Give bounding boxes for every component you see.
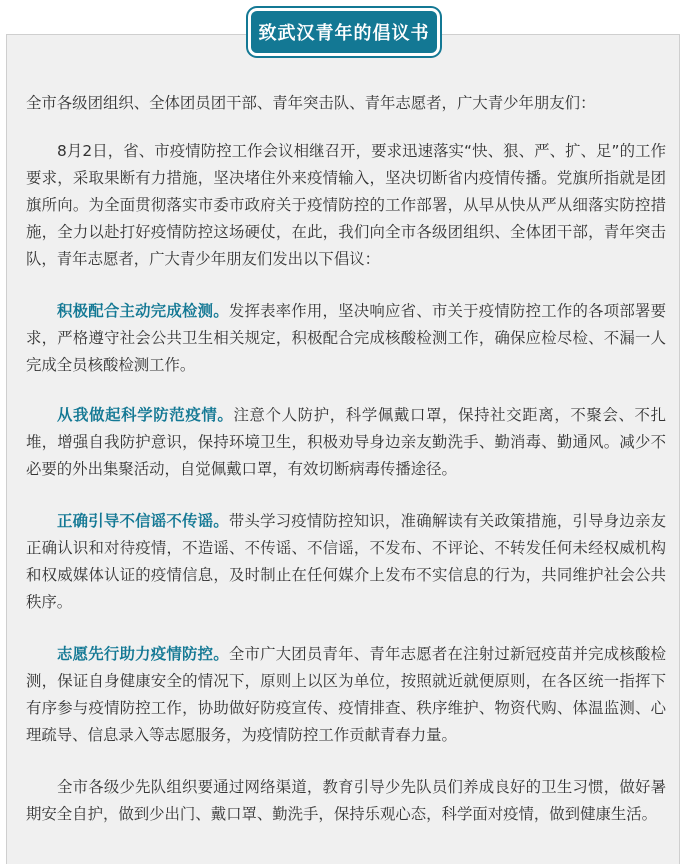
point-paragraph <box>26 402 666 483</box>
point-heading: 正确引导不信谣不传谣。 <box>57 512 229 530</box>
point-body: 发挥表率作用，坚决响应省、市关于疫情防控工作的各项部署要求，严格遵守社会公共卫生相关规定，积极配合完成核酸检测工作，确保应检尽检、不漏一人完成全员核酸检测工作。 <box>26 302 666 374</box>
point-heading: 从我做起科学防范疫情。 <box>57 406 234 424</box>
point-heading: 志愿先行助力疫情防控。 <box>57 645 229 663</box>
salutation: 全市各级团组织、全体团员团干部、青年突击队、青年志愿者，广大青少年朋友们： <box>26 94 596 112</box>
point-heading: 积极配合主动完成检测。 <box>57 302 229 320</box>
page-title: 致武汉青年的倡议书 <box>258 23 430 44</box>
title-badge <box>251 11 437 53</box>
point-body: 全市广大团员青年、青年志愿者在注射过新冠疫苗并完成核酸检测，保证自身健康安全的情况下，原则上以区为单位，按照就近就便原则，在各区统一指挥下有序参与疫情防控工作，协助做好防疫宣传、疫情排查、秩序维护、物资代购、体温监测、心理疏导、信息录入等志愿服务，为疫情防控工作贡献青春力量。 <box>26 645 666 744</box>
point-paragraph <box>26 641 666 749</box>
closing-paragraph: 全市各级少先队组织要通过网络渠道，教育引导少先队员们养成良好的卫生习惯，做好暑期安全自护，做到少出门、戴口罩、勤洗手，保持乐观心态，科学面对疫情，做到健康生活。 <box>26 778 666 823</box>
intro-paragraph: 8月2日，省、市疫情防控工作会议相继召开，要求迅速落实“快、狠、严、扩、足”的工作要求，采取果断有力措施，坚决堵住外来疫情输入，坚决切断省内疫情传播。党旗所指就是团旗所向。为全面贯彻落实市委市政府关于疫情防控的工作部署，从早从快从严从细落实防控措施，全力以赴打好疫情防控这场硬仗，在此，我们向全市各级团组织、全体团干部，青年突击队，青年志愿者，广大青少年朋友们发出以下倡议： <box>26 142 666 268</box>
point-paragraph <box>26 508 666 616</box>
point-paragraph <box>26 298 666 379</box>
point-body: 带头学习疫情防控知识，准确解读有关政策措施，引导身边亲友正确认识和对待疫情，不造谣、不传谣、不信谣，不发布、不评论、不转发任何未经权威机构和权威媒体认证的疫情信息，及时制止在任何媒介上发布不实信息的行为，共同维护社会公共秩序。 <box>26 512 666 611</box>
point-body: 注意个人防护，科学佩戴口罩，保持社交距离，不聚会、不扎堆，增强自我防护意识，保持环境卫生，积极劝导身边亲友勤洗手、勤消毒、勤通风。减少不必要的外出集聚活动，自觉佩戴口罩，有效切断病毒传播途径。 <box>26 406 666 478</box>
